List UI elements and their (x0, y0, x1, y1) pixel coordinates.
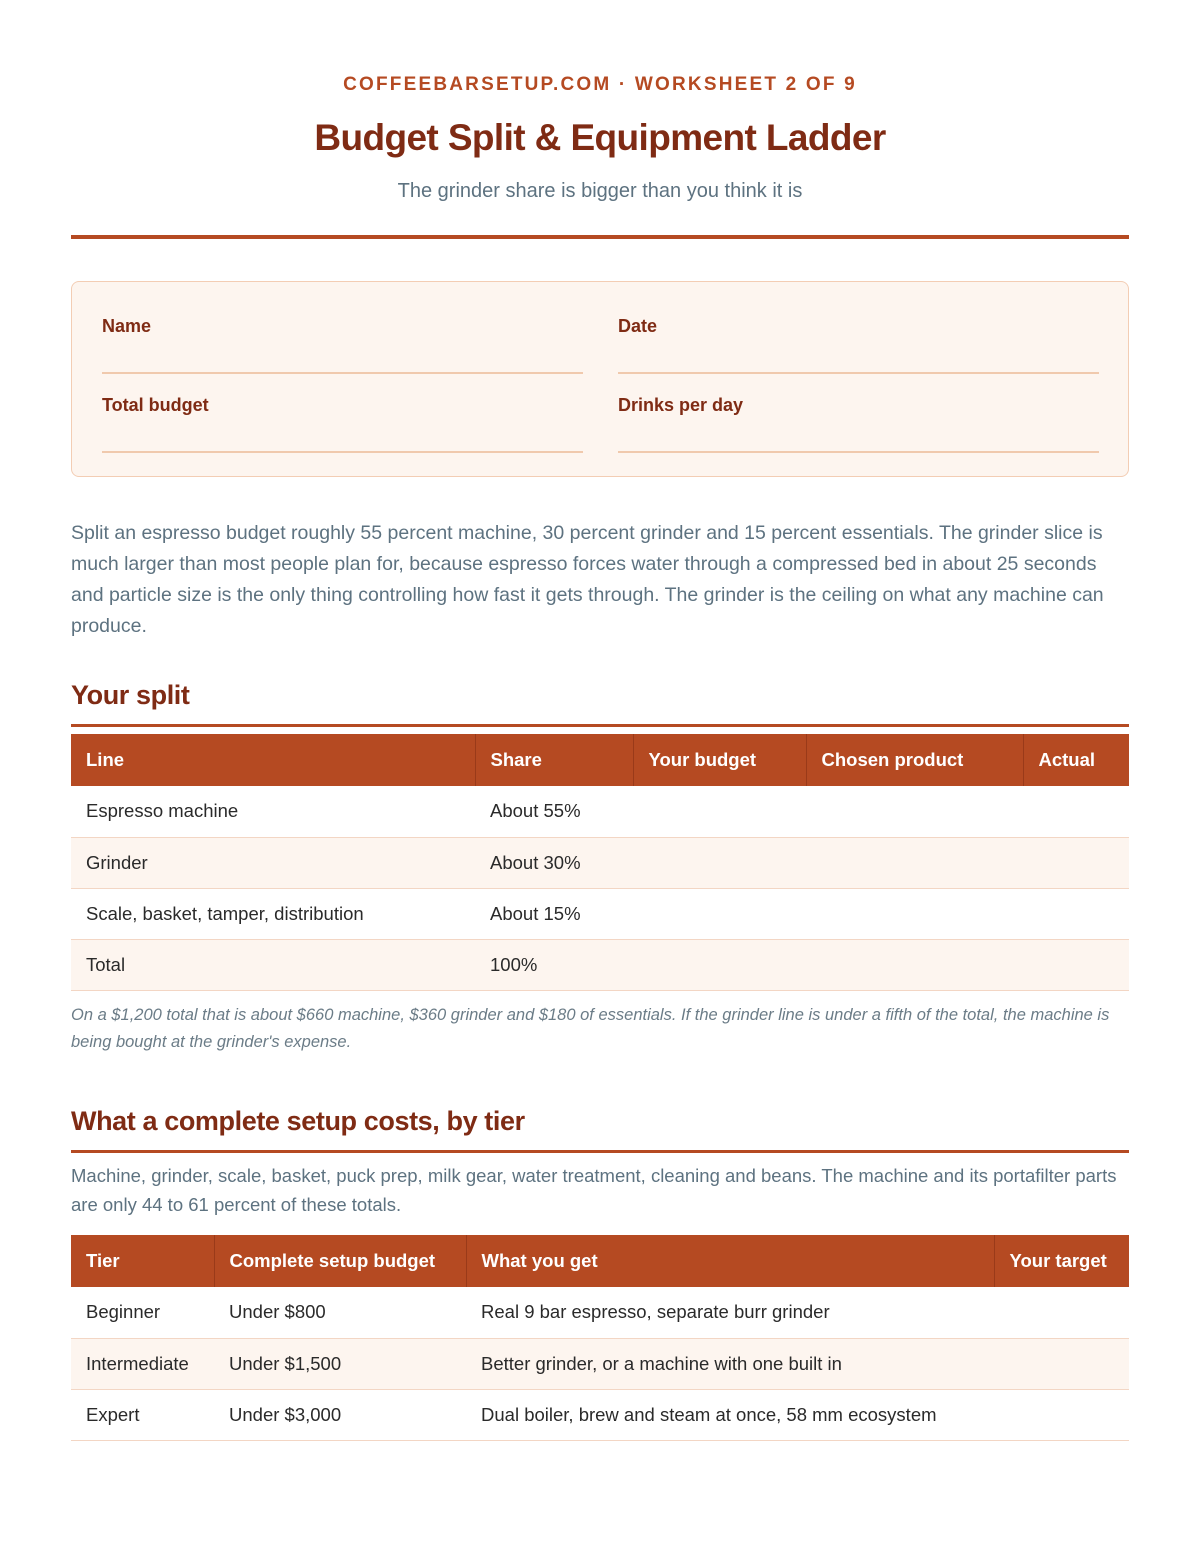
table-row (71, 1338, 1129, 1389)
budget-cell: Under $3,000 (214, 1389, 466, 1440)
split-note: On a $1,200 total that is about $660 machine, $360 grinder and $180 of essentials. If the grinder line is under a fifth of the total, the machine is being bought at the grinder's expense. (71, 1006, 1110, 1051)
what-you-get-cell: Real 9 bar espresso, separate burr grinder (466, 1287, 994, 1338)
share-cell: 100% (475, 939, 633, 990)
line-cell: Espresso machine (71, 786, 475, 837)
drinks-per-day-field[interactable] (618, 395, 1099, 416)
col-your-budget: Your budget (633, 734, 806, 786)
split-table-header (71, 734, 1129, 786)
site-kicker: COFFEEBARSETUP.COM · WORKSHEET 2 OF 9 (343, 74, 857, 95)
tier-cell: Expert (71, 1389, 214, 1440)
what-you-get-cell: Better grinder, or a machine with one built in (466, 1338, 994, 1389)
tier-cell: Beginner (71, 1287, 214, 1338)
page-subtitle: The grinder share is bigger than you think it is (397, 180, 803, 202)
date-write-line[interactable] (618, 372, 1099, 374)
name-label: Name (102, 316, 152, 336)
tier-cell: Intermediate (71, 1338, 214, 1389)
your-budget-cell[interactable] (633, 939, 806, 990)
share-cell: About 30% (475, 837, 633, 888)
your-budget-cell[interactable] (633, 786, 806, 837)
date-label: Date (618, 316, 658, 336)
col-share: Share (475, 734, 633, 786)
col-actual: Actual (1023, 734, 1129, 786)
col-your-target: Your target (994, 1235, 1129, 1287)
col-tier: Tier (71, 1235, 214, 1287)
actual-cell[interactable] (1023, 939, 1129, 990)
table-row (71, 786, 1129, 837)
tiers-table (71, 1235, 1129, 1441)
col-line: Line (71, 734, 475, 786)
table-row (71, 939, 1129, 990)
your-budget-cell[interactable] (633, 888, 806, 939)
tiers-intro: Machine, grinder, scale, basket, puck prep, milk gear, water treatment, cleaning and beans. The machine and its portafilter parts are only 44 to 61 percent of these totals. (71, 1165, 1117, 1215)
col-complete-setup-budget: Complete setup budget (214, 1235, 466, 1287)
split-heading: Your split (71, 680, 190, 710)
intro-paragraph: Split an espresso budget roughly 55 percent machine, 30 percent grinder and 15 percent essentials. The grinder slice is much larger than most people plan for, because espresso forces water through a compressed bed in about 25 seconds and particle size is the only thing controlling how fast it gets through. The grinder is the ceiling on what any machine can produce. (71, 522, 1104, 637)
line-cell: Scale, basket, tamper, distribution (71, 888, 475, 939)
total-budget-write-line[interactable] (102, 451, 583, 453)
col-chosen-product: Chosen product (806, 734, 1023, 786)
table-row (71, 1389, 1129, 1440)
date-field[interactable] (618, 316, 1099, 337)
tiers-heading: What a complete setup costs, by tier (71, 1106, 525, 1136)
table-row (71, 888, 1129, 939)
your-target-cell[interactable] (994, 1287, 1129, 1338)
share-cell: About 15% (475, 888, 633, 939)
chosen-product-cell[interactable] (806, 786, 1023, 837)
actual-cell[interactable] (1023, 786, 1129, 837)
tiers-heading-rule (71, 1150, 1129, 1153)
budget-cell: Under $1,500 (214, 1338, 466, 1389)
header-divider (71, 235, 1129, 239)
actual-cell[interactable] (1023, 888, 1129, 939)
table-row (71, 837, 1129, 888)
share-cell: About 55% (475, 786, 633, 837)
actual-cell[interactable] (1023, 837, 1129, 888)
split-table (71, 734, 1129, 991)
what-you-get-cell: Dual boiler, brew and steam at once, 58 mm ecosystem (466, 1389, 994, 1440)
col-what-you-get: What you get (466, 1235, 994, 1287)
name-field[interactable] (102, 316, 583, 337)
chosen-product-cell[interactable] (806, 837, 1023, 888)
chosen-product-cell[interactable] (806, 939, 1023, 990)
drinks-per-day-label: Drinks per day (618, 395, 744, 415)
total-budget-field[interactable] (102, 395, 583, 416)
your-target-cell[interactable] (994, 1338, 1129, 1389)
chosen-product-cell[interactable] (806, 888, 1023, 939)
table-row (71, 1287, 1129, 1338)
page-title: Budget Split & Equipment Ladder (314, 117, 886, 158)
line-cell: Total (71, 939, 475, 990)
line-cell: Grinder (71, 837, 475, 888)
your-budget-cell[interactable] (633, 837, 806, 888)
split-heading-rule (71, 724, 1129, 727)
total-budget-label: Total budget (102, 395, 209, 415)
budget-cell: Under $800 (214, 1287, 466, 1338)
name-write-line[interactable] (102, 372, 583, 374)
your-target-cell[interactable] (994, 1389, 1129, 1440)
tiers-table-header (71, 1235, 1129, 1287)
drinks-per-day-write-line[interactable] (618, 451, 1099, 453)
details-form (71, 281, 1129, 477)
